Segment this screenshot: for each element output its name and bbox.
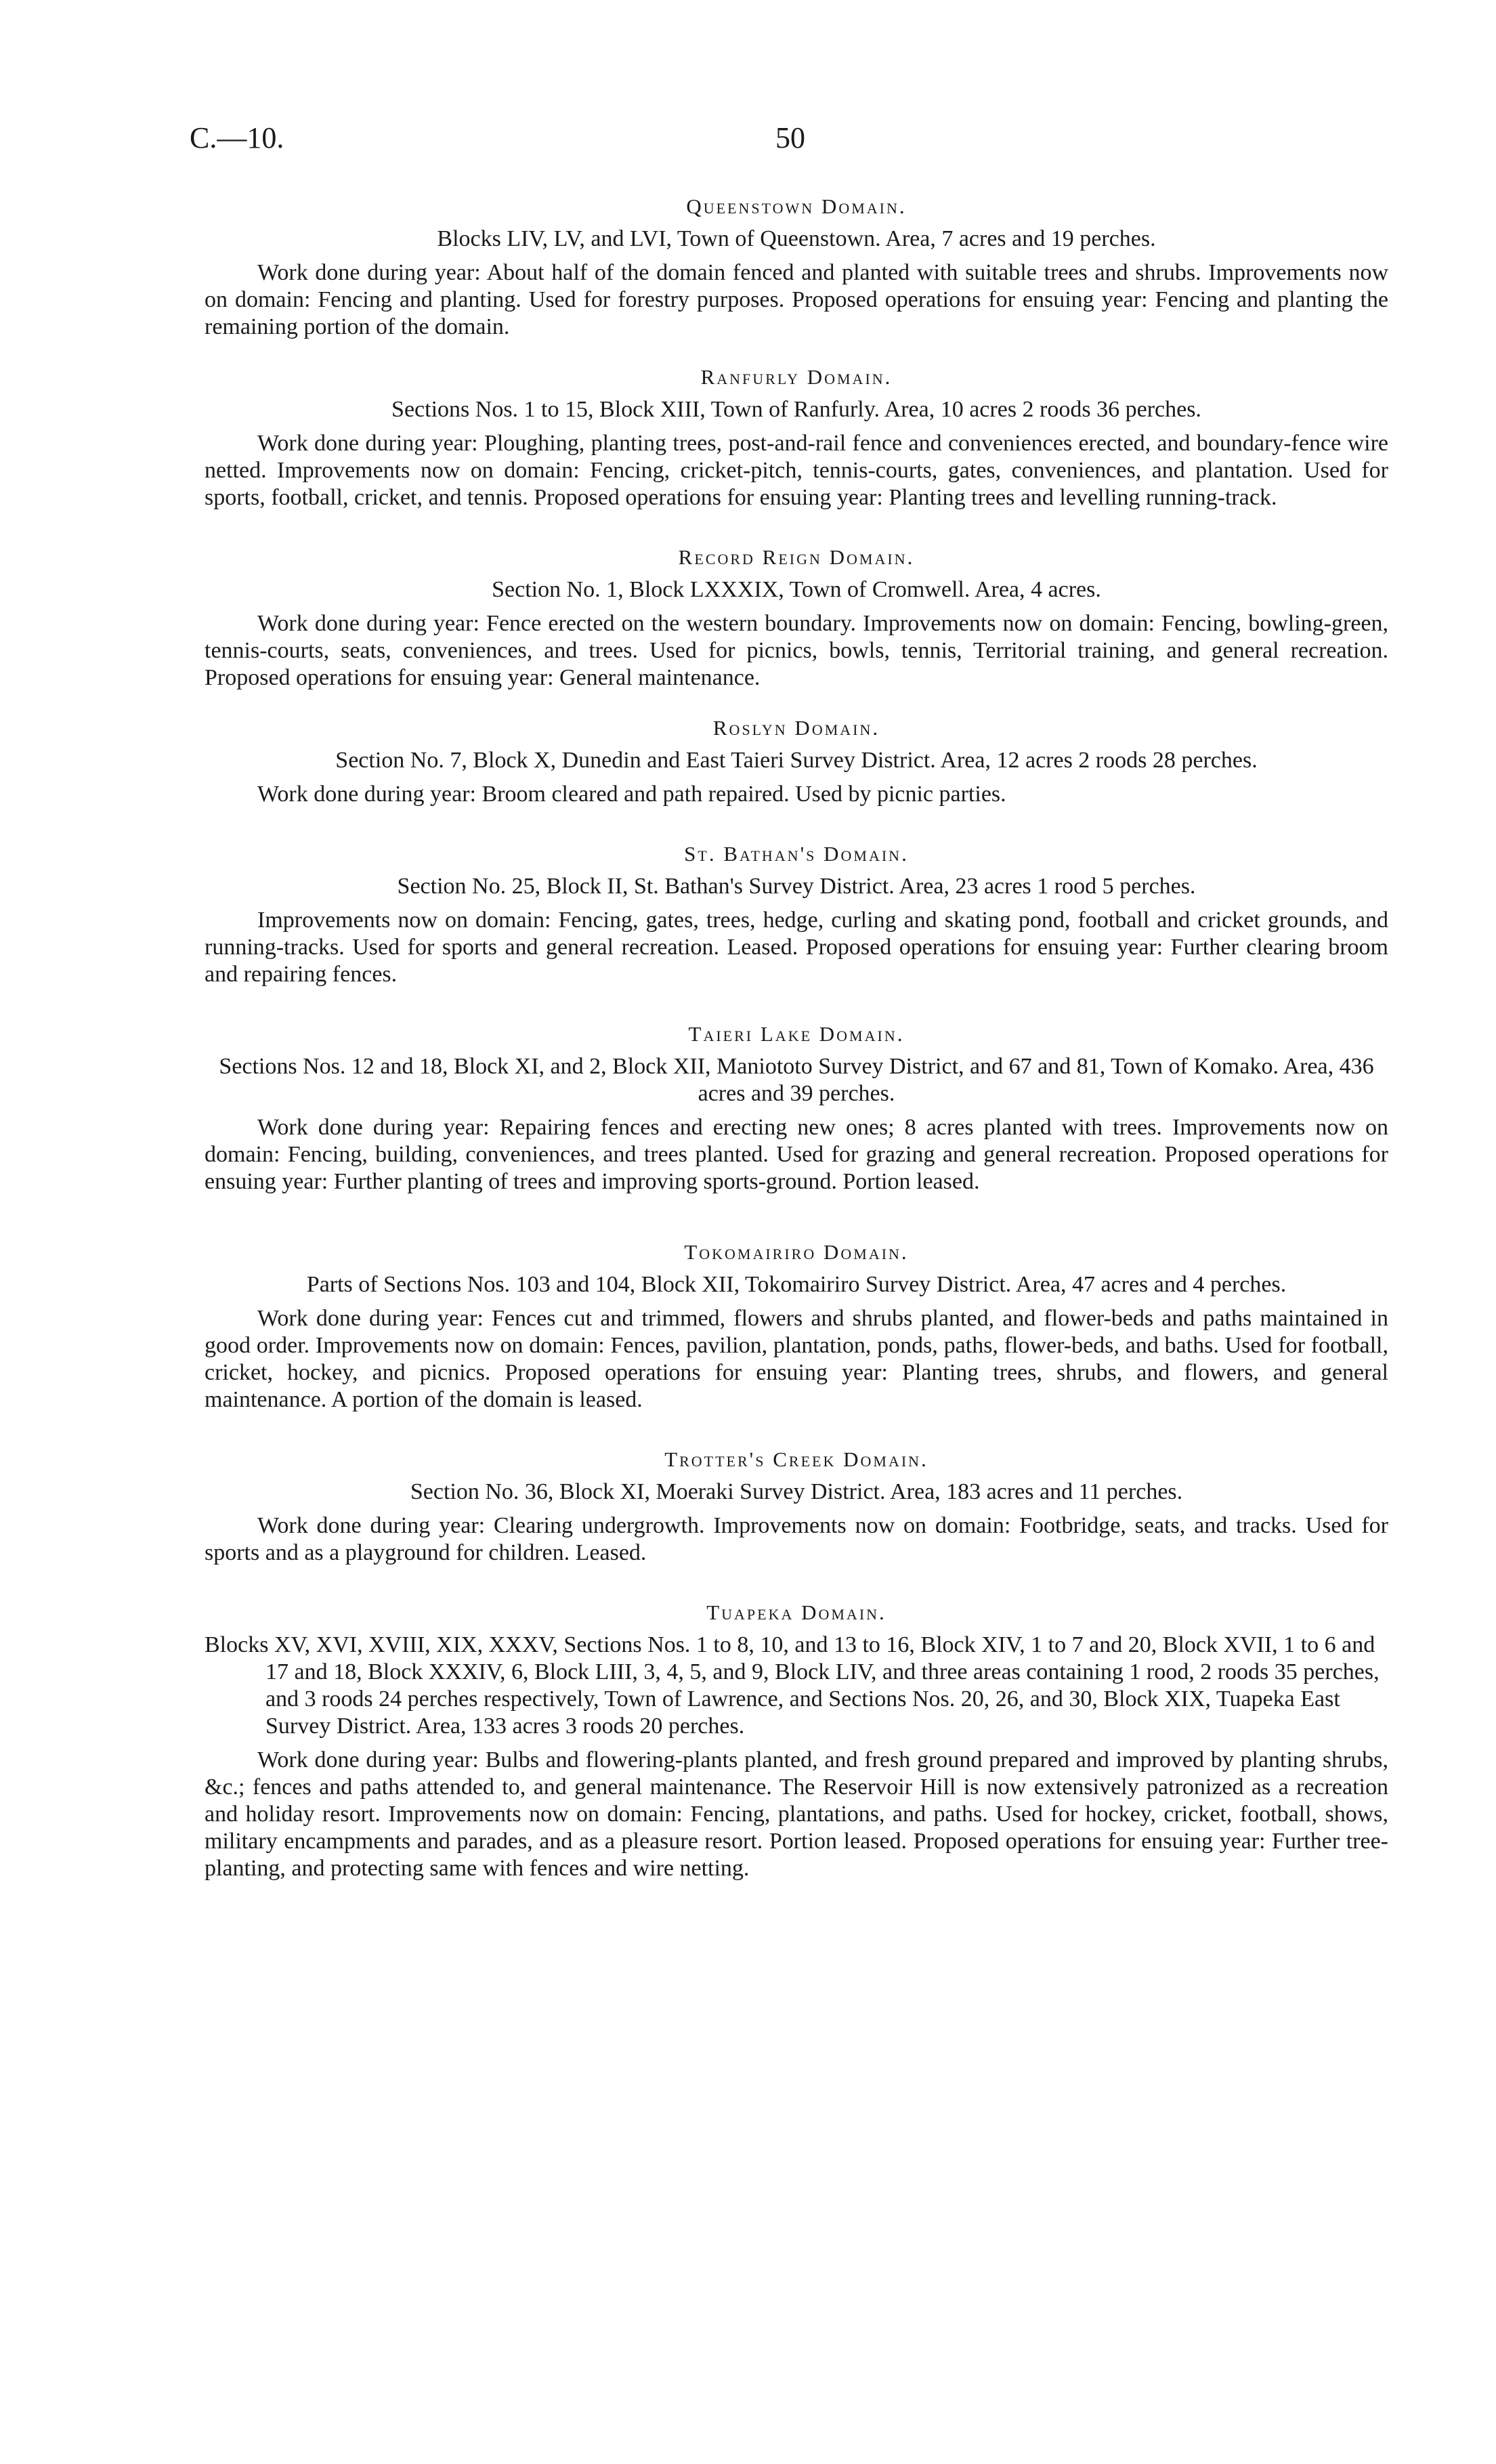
domain-heading: Ranfurly Domain. xyxy=(700,365,893,389)
domain-heading: Roslyn Domain. xyxy=(712,716,880,740)
domain-heading: Record Reign Domain. xyxy=(678,545,915,569)
domain-work-paragraph: Work done during year: Bulbs and flowering-plants planted, and fresh ground prepared and improved by planting shrubs, &c.; fences and paths attended to, and general maintenance. The Reservoir Hill is now extensively patronized as a recreation and holiday resort. Improvements now on domain: Fencing, plantations, and paths. Used for hockey, cricket, football, shows, military encampments and parades, and as a pleasure resort. Portion leased. Proposed operations for ensuing year: Further tree-planting, and protecting same with fences and wire netting. xyxy=(205,1747,1388,1881)
domain-entry-ranfurly xyxy=(205,364,1388,511)
domain-work-paragraph: Improvements now on domain: Fencing, gates, trees, hedge, curling and skating pond, football and cricket grounds, and running-tracks. Used for sports and general recreation. Leased. Proposed operations for ensuing year: Further clearing broom and repairing fences. xyxy=(205,908,1388,987)
domain-entry-trotters-creek xyxy=(205,1446,1388,1567)
domain-heading: Tokomairiro Domain. xyxy=(684,1240,909,1264)
domain-heading: St. Bathan's Domain. xyxy=(684,842,909,866)
domain-entry-taieri-lake xyxy=(205,1021,1388,1195)
domain-location: Section No. 25, Block II, St. Bathan's Survey District. Area, 23 acres 1 rood 5 perches. xyxy=(397,874,1196,899)
domain-work-paragraph: Work done during year: Repairing fences and erecting new ones; 8 acres planted with trees. Improvements now on domain: Fencing, building, conveniences, and trees planted. Used for grazing and general recreation. Proposed operations for ensuing year: Further planting of trees and improving sports-ground. Portion leased. xyxy=(205,1115,1388,1194)
domain-location: Parts of Sections Nos. 103 and 104, Block XII, Tokomairiro Survey District. Area, 47 acres and 4 perches. xyxy=(306,1272,1287,1297)
domain-location: Sections Nos. 12 and 18, Block XI, and 2, Block XII, Maniototo Survey District, and 67 and 81, Town of Komako. Area, 436 acres and 39 perches. xyxy=(219,1054,1374,1106)
domain-work-paragraph: Work done during year: Ploughing, planting trees, post-and-rail fence and conveniences erected, and boundary-fence wire netted. Improvements now on domain: Fencing, cricket-pitch, tennis-courts, gates, conveniences, and plantation. Used for sports, football, cricket, and tennis. Proposed operations for ensuing year: Planting trees and levelling running-track. xyxy=(205,431,1388,510)
domain-location: Section No. 1, Block LXXXIX, Town of Cromwell. Area, 4 acres. xyxy=(492,577,1101,602)
domain-location: Blocks XV, XVI, XVIII, XIX, XXXV, Sections Nos. 1 to 8, 10, and 13 to 16, Block XIV, 1 to 7 and 20, Block XVII, 1 to 6 and 17 and 18, Block XXXIV, 6, Block LIII, 3, 4, 5, and 9, Block LIV, and three areas containing 1 rood, 2 roods 35 perches, and 3 roods 24 perches respectively, Town of Lawrence, and Sections Nos. 20, 26, and 30, Block XIX, Tuapeka East Survey District. Area, 133 acres 3 roods 20 perches. xyxy=(205,1632,1380,1739)
domain-work-paragraph: Work done during year: Clearing undergrowth. Improvements now on domain: Footbridge, seats, and tracks. Used for sports and as a playground for children. Leased. xyxy=(205,1513,1388,1565)
domain-heading: Queenstown Domain. xyxy=(686,194,907,218)
domain-entry-queenstown xyxy=(205,193,1388,341)
domain-heading: Taieri Lake Domain. xyxy=(688,1022,905,1046)
domain-location: Section No. 36, Block XI, Moeraki Survey District. Area, 183 acres and 11 perches. xyxy=(410,1479,1183,1504)
domain-location: Sections Nos. 1 to 15, Block XIII, Town of Ranfurly. Area, 10 acres 2 roods 36 perches. xyxy=(391,397,1201,422)
domain-entry-st-bathans xyxy=(205,841,1388,988)
domain-heading: Trotter's Creek Domain. xyxy=(664,1447,928,1471)
domain-location: Blocks LIV, LV, and LVI, Town of Queenstown. Area, 7 acres and 19 perches. xyxy=(437,226,1156,251)
domain-work-paragraph: Work done during year: About half of the domain fenced and planted with suitable trees and shrubs. Improvements now on domain: Fencing and planting. Used for forestry purposes. Proposed operations for ensuing year: Fencing and planting the remaining portion of the domain. xyxy=(205,260,1388,339)
domain-entry-roslyn xyxy=(205,715,1388,808)
domain-work-paragraph: Work done during year: Fences cut and trimmed, flowers and shrubs planted, and flower-beds and paths maintained in good order. Improvements now on domain: Fences, pavilion, plantation, ponds, paths, flower-beds, and baths. Used for football, cricket, hockey, and picnics. Proposed operations for ensuing year: Planting trees, shrubs, and flowers, and general maintenance. A portion of the domain is leased. xyxy=(205,1306,1388,1412)
domain-entry-record-reign xyxy=(205,544,1388,692)
domain-work-paragraph: Work done during year: Fence erected on the western boundary. Improvements now on domain: Fencing, bowling-green, tennis-courts, seats, conveniences, and trees. Used for picnics, bowls, tennis, Territorial training, and general recreation. Proposed operations for ensuing year: General maintenance. xyxy=(205,611,1388,690)
domain-entry-tuapeka xyxy=(205,1599,1388,1882)
report-reference: C.—10. xyxy=(190,121,284,154)
page-body xyxy=(205,193,1388,1882)
page-number: 50 xyxy=(775,121,805,154)
domain-work-paragraph: Work done during year: Broom cleared and path repaired. Used by picnic parties. xyxy=(257,782,1006,807)
domain-heading: Tuapeka Domain. xyxy=(706,1600,886,1624)
page-header xyxy=(190,121,1409,168)
domain-entry-tokomairiro xyxy=(205,1239,1388,1414)
domain-location: Section No. 7, Block X, Dunedin and East Taieri Survey District. Area, 12 acres 2 roods 28 perches. xyxy=(335,748,1258,773)
